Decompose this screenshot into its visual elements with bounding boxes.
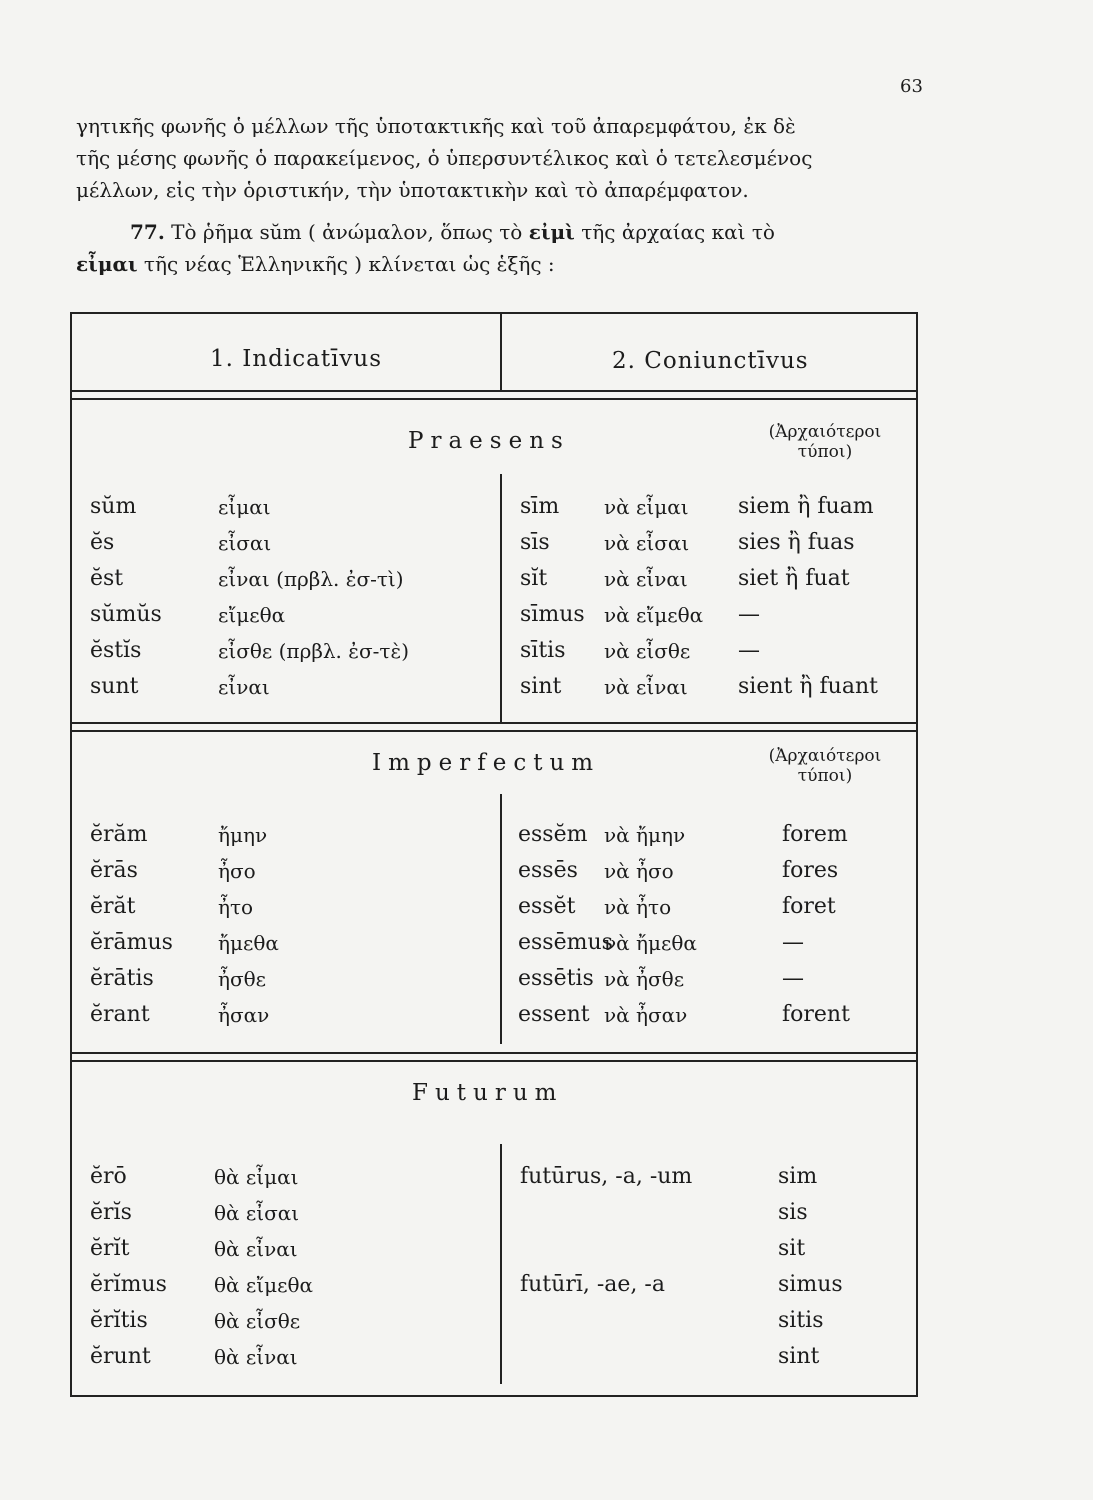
greek-subjunctive: νὰ ἦσαν [604,1003,688,1027]
latin-indicative: ĕrĭs [90,1200,132,1225]
subjunctive-auxiliary: sitis [778,1308,824,1333]
latin-indicative: ĕs [90,530,115,555]
greek-indicative: θὰ εἶναι [214,1345,298,1369]
greek-indicative: ἤμην [218,823,268,847]
greek-subjunctive: νὰ εἶναι [604,675,688,699]
greek-subjunctive: νὰ ἤμεθα [604,931,697,955]
greek-indicative: θὰ εἶναι [214,1237,298,1261]
greek-subjunctive: νὰ εἶμαι [604,495,689,519]
intro-line: μέλλων, εἰς τὴν ὁριστικήν, τὴν ὑποτακτικὴν καὶ τὸ ἀπαρέμφατον. [76,178,749,202]
row-divider [72,730,916,732]
greek-subjunctive: νὰ εἶναι [604,567,688,591]
greek-indicative: ἤμεθα [218,931,279,955]
latin-indicative: sunt [90,674,139,699]
participle-form: futūrus, -a, -um [520,1164,693,1189]
latin-subjunctive: essent [518,1002,590,1027]
archaic-form: — [738,638,760,663]
latin-subjunctive: essēmus [518,930,613,955]
latin-indicative: ĕrăm [90,822,148,847]
latin-indicative: sŭm [90,494,137,519]
section-77-line-1 [76,216,936,248]
row-divider [72,1052,916,1054]
column-divider [500,1144,502,1384]
latin-subjunctive: sīs [520,530,550,555]
latin-subjunctive: essĕt [518,894,576,919]
latin-indicative: ĕrās [90,858,138,883]
archaic-form: siet ἢ fuat [738,566,850,591]
archaic-form: forent [782,1002,850,1027]
greek-indicative: εἴμεθα [218,603,286,627]
subjunctive-auxiliary: simus [778,1272,843,1297]
latin-indicative: ĕrāmus [90,930,173,955]
section-text: τῆς ἀρχαίας καὶ τὸ [574,220,775,244]
latin-indicative: ĕrant [90,1002,150,1027]
page-number: 63 [900,76,923,97]
conjugation-table [70,312,918,1397]
greek-subjunctive: νὰ εἴμεθα [604,603,704,627]
latin-subjunctive: sĭt [520,566,548,591]
greek-subjunctive: νὰ ἤμην [604,823,686,847]
row-divider [72,398,916,400]
section-number: 77. [130,220,165,244]
coniunctivus-header: 2. Coniunctīvus [612,348,809,374]
archaic-forms-note: (Ἀρχαιότεροι τύποι) [768,422,882,462]
latin-subjunctive: sīm [520,494,560,519]
greek-indicative: ἦτο [218,895,254,919]
archaic-form: siem ἢ fuam [738,494,874,519]
latin-indicative: sŭmŭs [90,602,162,627]
intro-line: γητικῆς φωνῆς ὁ μέλλων τῆς ὑποτακτικῆς καὶ τοῦ ἀπαρεμφάτου, ἐκ δὲ [76,114,796,138]
header-divider [500,314,502,390]
intro-line: τῆς μέσης φωνῆς ὁ παρακείμενος, ὁ ὑπερσυντέλικος καὶ ὁ τετελεσμένος [76,146,813,170]
greek-subjunctive: νὰ εἶσθε [604,639,691,663]
archaic-form: — [738,602,760,627]
archaic-form: forem [782,822,848,847]
futurum-title: Futurum [412,1080,564,1106]
archaic-form: foret [782,894,836,919]
latin-indicative: ĕrĭt [90,1236,130,1261]
latin-indicative: ĕrātis [90,966,154,991]
latin-subjunctive: sītis [520,638,566,663]
latin-indicative: ĕrĭmus [90,1272,167,1297]
section-77-line-2 [76,248,936,280]
section-text: Τὸ ῥῆμα sŭm ( ἀνώμαλον, ὅπως τὸ [164,220,529,244]
greek-indicative: θὰ εἶσαι [214,1201,300,1225]
imperfectum-title: Imperfectum [372,750,601,776]
indicativus-header: 1. Indicatīvus [210,346,383,372]
latin-indicative: ĕrunt [90,1344,151,1369]
greek-indicative: εἶναι [218,675,270,699]
latin-indicative: ĕrō [90,1164,127,1189]
greek-indicative: ἦσαν [218,1003,270,1027]
row-divider [72,722,916,724]
greek-indicative: θὰ εἴμεθα [214,1273,314,1297]
archaic-form: fores [782,858,839,883]
greek-subjunctive: νὰ εἶσαι [604,531,690,555]
latin-indicative: ĕst [90,566,124,591]
column-divider [500,474,502,722]
intro-text [76,110,936,280]
latin-indicative: ĕrăt [90,894,136,919]
archaic-form: — [782,930,804,955]
latin-indicative: ĕrĭtis [90,1308,148,1333]
latin-subjunctive: essētis [518,966,594,991]
archaic-form: — [782,966,804,991]
subjunctive-auxiliary: sint [778,1344,820,1369]
participle-form: futūrī, -ae, -a [520,1272,665,1297]
latin-subjunctive: essĕm [518,822,588,847]
subjunctive-auxiliary: sit [778,1236,806,1261]
greek-indicative: εἶσθε (πρβλ. ἐσ-τὲ) [218,639,410,663]
greek-indicative: θὰ εἶσθε [214,1309,301,1333]
greek-indicative: εἶμαι [218,495,271,519]
latin-subjunctive: essēs [518,858,578,883]
row-divider [72,390,916,392]
latin-subjunctive: sint [520,674,562,699]
greek-indicative: ἦσο [218,859,256,883]
greek-indicative: θὰ εἶμαι [214,1165,299,1189]
greek-indicative: εἶσαι [218,531,272,555]
subjunctive-auxiliary: sis [778,1200,808,1225]
row-divider [72,1060,916,1062]
greek-indicative: ἦσθε [218,967,267,991]
praesens-title: Praesens [408,428,570,454]
archaic-form: sient ἢ fuant [738,674,878,699]
subjunctive-auxiliary: sim [778,1164,818,1189]
greek-indicative: εἶναι (πρβλ. ἐσ-τὶ) [218,567,404,591]
archaic-forms-note: (Ἀρχαιότεροι τύποι) [768,746,882,786]
column-divider [500,794,502,1044]
bold-term: εἶμαι [76,252,138,276]
latin-subjunctive: sīmus [520,602,585,627]
latin-indicative: ĕstĭs [90,638,142,663]
greek-subjunctive: νὰ ἦτο [604,895,672,919]
greek-subjunctive: νὰ ἦσο [604,859,674,883]
section-text: τῆς νέας Ἑλληνικῆς ) κλίνεται ὡς ἑξῆς : [137,252,555,276]
archaic-form: sies ἢ fuas [738,530,855,555]
bold-term: εἰμὶ [528,220,575,244]
greek-subjunctive: νὰ ἦσθε [604,967,685,991]
